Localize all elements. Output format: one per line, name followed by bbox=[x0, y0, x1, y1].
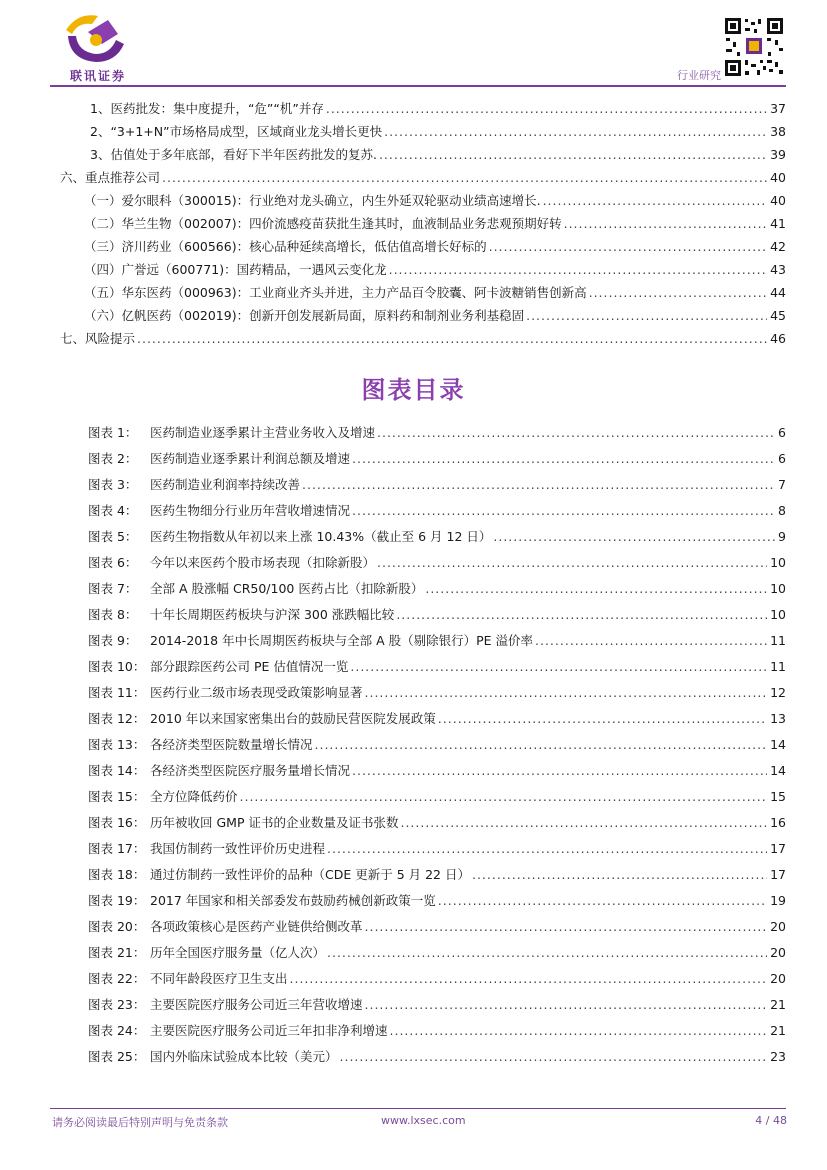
figure-text: 历年全国医疗服务量（亿人次） bbox=[150, 945, 326, 960]
figure-page: 10 bbox=[770, 581, 786, 596]
figure-item[interactable] bbox=[88, 940, 786, 966]
qr-code-icon bbox=[723, 16, 785, 78]
toc-item-text: （二）华兰生物（002007)：四价流感疫苗获批生逢其时，血液制品业务悲观预期好转 bbox=[84, 216, 562, 231]
figure-page: 10 bbox=[770, 555, 786, 570]
figure-label: 图表 20： bbox=[88, 919, 146, 934]
figure-item[interactable] bbox=[88, 550, 786, 576]
figure-label: 图表 8： bbox=[88, 607, 138, 622]
figure-leader bbox=[350, 654, 767, 680]
toc-item-page: 42 bbox=[770, 239, 786, 254]
figure-item[interactable] bbox=[88, 602, 786, 628]
toc-item-page: 39 bbox=[770, 147, 786, 162]
figure-page: 15 bbox=[770, 789, 786, 804]
figure-leader bbox=[535, 628, 767, 654]
figure-text: 医药生物细分行业历年营收增速情况 bbox=[150, 503, 351, 518]
figure-label: 图表 12： bbox=[88, 711, 146, 726]
figure-item[interactable] bbox=[88, 966, 786, 992]
figure-label: 图表 9： bbox=[88, 633, 138, 648]
figure-text: 主要医院医疗服务公司近三年扣非净利增速 bbox=[150, 1023, 388, 1038]
footer-website-link[interactable]: www.lxsec.com bbox=[381, 1114, 466, 1127]
figure-label: 图表 18： bbox=[88, 867, 146, 882]
figure-item[interactable] bbox=[88, 628, 786, 654]
figures-list bbox=[88, 420, 786, 1070]
figure-text: 十年长周期医药板块与沪深 300 涨跌幅比较 bbox=[150, 607, 395, 622]
figure-leader bbox=[472, 862, 767, 888]
toc-item[interactable] bbox=[60, 258, 786, 281]
toc-item-page: 46 bbox=[770, 331, 786, 346]
figure-label: 图表 3： bbox=[88, 477, 138, 492]
toc-item-text: 七、风险提示 bbox=[60, 331, 136, 346]
toc-item[interactable] bbox=[60, 120, 786, 143]
figure-item[interactable] bbox=[88, 992, 786, 1018]
table-of-contents bbox=[60, 97, 786, 350]
figure-leader bbox=[390, 1018, 768, 1044]
figure-text: 2010 年以来国家密集出台的鼓励民营医院发展政策 bbox=[150, 711, 436, 726]
toc-leader bbox=[564, 212, 767, 235]
figure-label: 图表 10： bbox=[88, 659, 146, 674]
toc-leader bbox=[326, 97, 767, 120]
figure-label: 图表 19： bbox=[88, 893, 146, 908]
toc-item-text: 六、重点推荐公司 bbox=[60, 170, 161, 185]
figure-item[interactable] bbox=[88, 758, 786, 784]
figure-label: 图表 7： bbox=[88, 581, 138, 596]
figure-page: 7 bbox=[778, 477, 786, 492]
figure-page: 8 bbox=[778, 503, 786, 518]
figure-text: 医药生物指数从年初以来上涨 10.43%（截止至 6 月 12 日） bbox=[150, 529, 492, 544]
figure-page: 11 bbox=[770, 659, 786, 674]
figure-leader bbox=[327, 836, 767, 862]
figure-item[interactable] bbox=[88, 914, 786, 940]
figure-label: 图表 2： bbox=[88, 451, 138, 466]
figure-page: 19 bbox=[770, 893, 786, 908]
figure-leader bbox=[352, 498, 775, 524]
figure-item[interactable] bbox=[88, 836, 786, 862]
figure-text: 2017 年国家和相关部委发布鼓励药械创新政策一览 bbox=[150, 893, 436, 908]
toc-item-page: 38 bbox=[770, 124, 786, 139]
figure-item[interactable] bbox=[88, 1044, 786, 1070]
figure-leader bbox=[352, 446, 775, 472]
toc-leader bbox=[384, 120, 767, 143]
figure-page: 23 bbox=[770, 1049, 786, 1064]
toc-item-text: （四）广誉远（600771)：国药精品，一遇风云变化龙 bbox=[84, 262, 387, 277]
figure-label: 图表 22： bbox=[88, 971, 146, 986]
toc-item-text: （六）亿帆医药（002019)：创新开创发展新局面，原料药和制剂业务利基稳固 bbox=[84, 308, 525, 323]
figure-text: 通过仿制药一致性评价的品种（CDE 更新于 5 月 22 日） bbox=[150, 867, 470, 882]
figure-item[interactable] bbox=[88, 1018, 786, 1044]
figure-item[interactable] bbox=[88, 888, 786, 914]
toc-leader bbox=[137, 327, 767, 350]
figure-leader bbox=[438, 706, 767, 732]
figure-label: 图表 16： bbox=[88, 815, 146, 830]
figure-leader bbox=[327, 940, 767, 966]
figure-page: 20 bbox=[770, 919, 786, 934]
figure-label: 图表 5： bbox=[88, 529, 138, 544]
figure-label: 图表 14： bbox=[88, 763, 146, 778]
figure-text: 医药行业二级市场表现受政策影响显著 bbox=[150, 685, 363, 700]
figure-page: 14 bbox=[770, 737, 786, 752]
toc-item[interactable] bbox=[60, 143, 786, 166]
figure-item[interactable] bbox=[88, 732, 786, 758]
figure-leader bbox=[377, 550, 767, 576]
toc-leader bbox=[379, 143, 767, 166]
figure-item[interactable] bbox=[88, 576, 786, 602]
toc-leader bbox=[389, 258, 767, 281]
figure-item[interactable] bbox=[88, 706, 786, 732]
figures-title: 图表目录 bbox=[361, 376, 466, 404]
figure-page: 11 bbox=[770, 633, 786, 648]
toc-item-page: 40 bbox=[770, 193, 786, 208]
figure-label: 图表 17： bbox=[88, 841, 146, 856]
figure-item[interactable] bbox=[88, 654, 786, 680]
toc-leader bbox=[489, 235, 767, 258]
figure-label: 图表 4： bbox=[88, 503, 138, 518]
figure-text: 2014-2018 年中长周期医药板块与全部 A 股（剔除银行）PE 溢价率 bbox=[150, 633, 534, 648]
figure-text: 我国仿制药一致性评价历史进程 bbox=[150, 841, 326, 856]
figure-leader bbox=[352, 758, 767, 784]
figure-leader bbox=[240, 784, 768, 810]
figure-leader bbox=[290, 966, 768, 992]
figure-text: 全方位降低药价 bbox=[150, 789, 238, 804]
toc-item-text: 2、“3+1+N”市场格局成型，区域商业龙头增长更快 bbox=[90, 124, 383, 139]
toc-item-text: 3、估值处于多年底部，看好下半年医药批发的复苏. bbox=[90, 147, 377, 162]
footer-page-number: 4 / 48 bbox=[755, 1114, 787, 1127]
toc-item-text: 1、医药批发：集中度提升，“危”“机”并存 bbox=[90, 101, 324, 116]
figure-leader bbox=[365, 914, 768, 940]
toc-item[interactable] bbox=[60, 189, 786, 212]
figure-label: 图表 13： bbox=[88, 737, 146, 752]
figure-page: 16 bbox=[770, 815, 786, 830]
figure-item[interactable] bbox=[88, 420, 786, 446]
toc-item[interactable] bbox=[60, 235, 786, 258]
figure-page: 20 bbox=[770, 945, 786, 960]
figure-text: 不同年龄段医疗卫生支出 bbox=[150, 971, 288, 986]
figure-leader bbox=[400, 810, 767, 836]
figure-page: 21 bbox=[770, 997, 786, 1012]
section-label: 行业研究 bbox=[677, 69, 721, 82]
figure-item[interactable] bbox=[88, 680, 786, 706]
figure-label: 图表 6： bbox=[88, 555, 138, 570]
figure-label: 图表 25： bbox=[88, 1049, 146, 1064]
figure-page: 20 bbox=[770, 971, 786, 986]
logo-text: 联讯证券 bbox=[69, 69, 126, 83]
footer-disclaimer[interactable]: 请务必阅读最后特别声明与免责条款 bbox=[52, 1116, 228, 1129]
figure-leader bbox=[315, 732, 768, 758]
toc-item-page: 44 bbox=[770, 285, 786, 300]
figure-item[interactable] bbox=[88, 862, 786, 888]
figure-page: 14 bbox=[770, 763, 786, 778]
figure-text: 部分跟踪医药公司 PE 估值情况一览 bbox=[150, 659, 349, 674]
figure-page: 21 bbox=[770, 1023, 786, 1038]
figure-item[interactable] bbox=[88, 472, 786, 498]
figure-leader bbox=[396, 602, 767, 628]
toc-item[interactable] bbox=[60, 212, 786, 235]
figure-text: 历年被收回 GMP 证书的企业数量及证书张数 bbox=[150, 815, 399, 830]
figure-item[interactable] bbox=[88, 784, 786, 810]
figure-label: 图表 15： bbox=[88, 789, 146, 804]
toc-item[interactable] bbox=[60, 304, 786, 327]
toc-item-text: （五）华东医药（000963)：工业商业齐头并进，主力产品百令胶囊、阿卡波糖销售创新高 bbox=[84, 285, 587, 300]
toc-leader bbox=[162, 166, 767, 189]
footer-divider bbox=[50, 1108, 786, 1109]
figure-page: 13 bbox=[770, 711, 786, 726]
toc-item[interactable] bbox=[60, 327, 786, 350]
figure-text: 医药制造业逐季累计利润总额及增速 bbox=[150, 451, 351, 466]
figure-leader bbox=[365, 680, 768, 706]
toc-leader bbox=[543, 189, 768, 212]
figure-text: 医药制造业逐季累计主营业务收入及增速 bbox=[150, 425, 376, 440]
figure-leader bbox=[377, 420, 775, 446]
toc-item[interactable] bbox=[60, 97, 786, 120]
figure-label: 图表 23： bbox=[88, 997, 146, 1012]
toc-leader bbox=[589, 281, 767, 304]
header-divider bbox=[50, 85, 786, 87]
toc-item-text: （一）爱尔眼科（300015)：行业绝对龙头确立，内生外延双轮驱动业绩高速增长. bbox=[84, 193, 541, 208]
figure-page: 17 bbox=[770, 841, 786, 856]
figure-item[interactable] bbox=[88, 498, 786, 524]
figure-leader bbox=[438, 888, 767, 914]
figure-page: 6 bbox=[778, 451, 786, 466]
toc-item-page: 43 bbox=[770, 262, 786, 277]
figure-text: 国内外临床试验成本比较（美元） bbox=[150, 1049, 338, 1064]
figure-page: 12 bbox=[770, 685, 786, 700]
company-logo bbox=[58, 10, 138, 84]
figure-text: 主要医院医疗服务公司近三年营收增速 bbox=[150, 997, 363, 1012]
figure-text: 全部 A 股涨幅 CR50/100 医药占比（扣除新股） bbox=[150, 581, 424, 596]
figure-page: 9 bbox=[778, 529, 786, 544]
figure-item[interactable] bbox=[88, 524, 786, 550]
figure-item[interactable] bbox=[88, 446, 786, 472]
figure-page: 10 bbox=[770, 607, 786, 622]
figure-label: 图表 1： bbox=[88, 425, 138, 440]
figure-label: 图表 11： bbox=[88, 685, 146, 700]
figure-page: 6 bbox=[778, 425, 786, 440]
figure-label: 图表 21： bbox=[88, 945, 146, 960]
figure-leader bbox=[425, 576, 767, 602]
figure-leader bbox=[302, 472, 775, 498]
toc-leader bbox=[526, 304, 767, 327]
figure-text: 各经济类型医院数量增长情况 bbox=[150, 737, 313, 752]
toc-item-page: 45 bbox=[770, 308, 786, 323]
toc-item[interactable] bbox=[60, 281, 786, 304]
figure-leader bbox=[365, 992, 768, 1018]
figure-leader bbox=[493, 524, 775, 550]
logo-mark-icon bbox=[58, 10, 138, 68]
figure-page: 17 bbox=[770, 867, 786, 882]
page-header bbox=[0, 0, 827, 90]
toc-item-page: 37 bbox=[770, 101, 786, 116]
figure-leader bbox=[340, 1044, 768, 1070]
figure-text: 医药制造业利润率持续改善 bbox=[150, 477, 301, 492]
toc-item[interactable] bbox=[60, 166, 786, 189]
figure-item[interactable] bbox=[88, 810, 786, 836]
figure-label: 图表 24： bbox=[88, 1023, 146, 1038]
toc-item-text: （三）济川药业（600566)：核心品种延续高增长，低估值高增长好标的 bbox=[84, 239, 487, 254]
figure-text: 各项政策核心是医药产业链供给侧改革 bbox=[150, 919, 363, 934]
toc-item-page: 40 bbox=[770, 170, 786, 185]
toc-item-page: 41 bbox=[770, 216, 786, 231]
figure-text: 各经济类型医院医疗服务量增长情况 bbox=[150, 763, 351, 778]
figure-text: 今年以来医药个股市场表现（扣除新股） bbox=[150, 555, 376, 570]
